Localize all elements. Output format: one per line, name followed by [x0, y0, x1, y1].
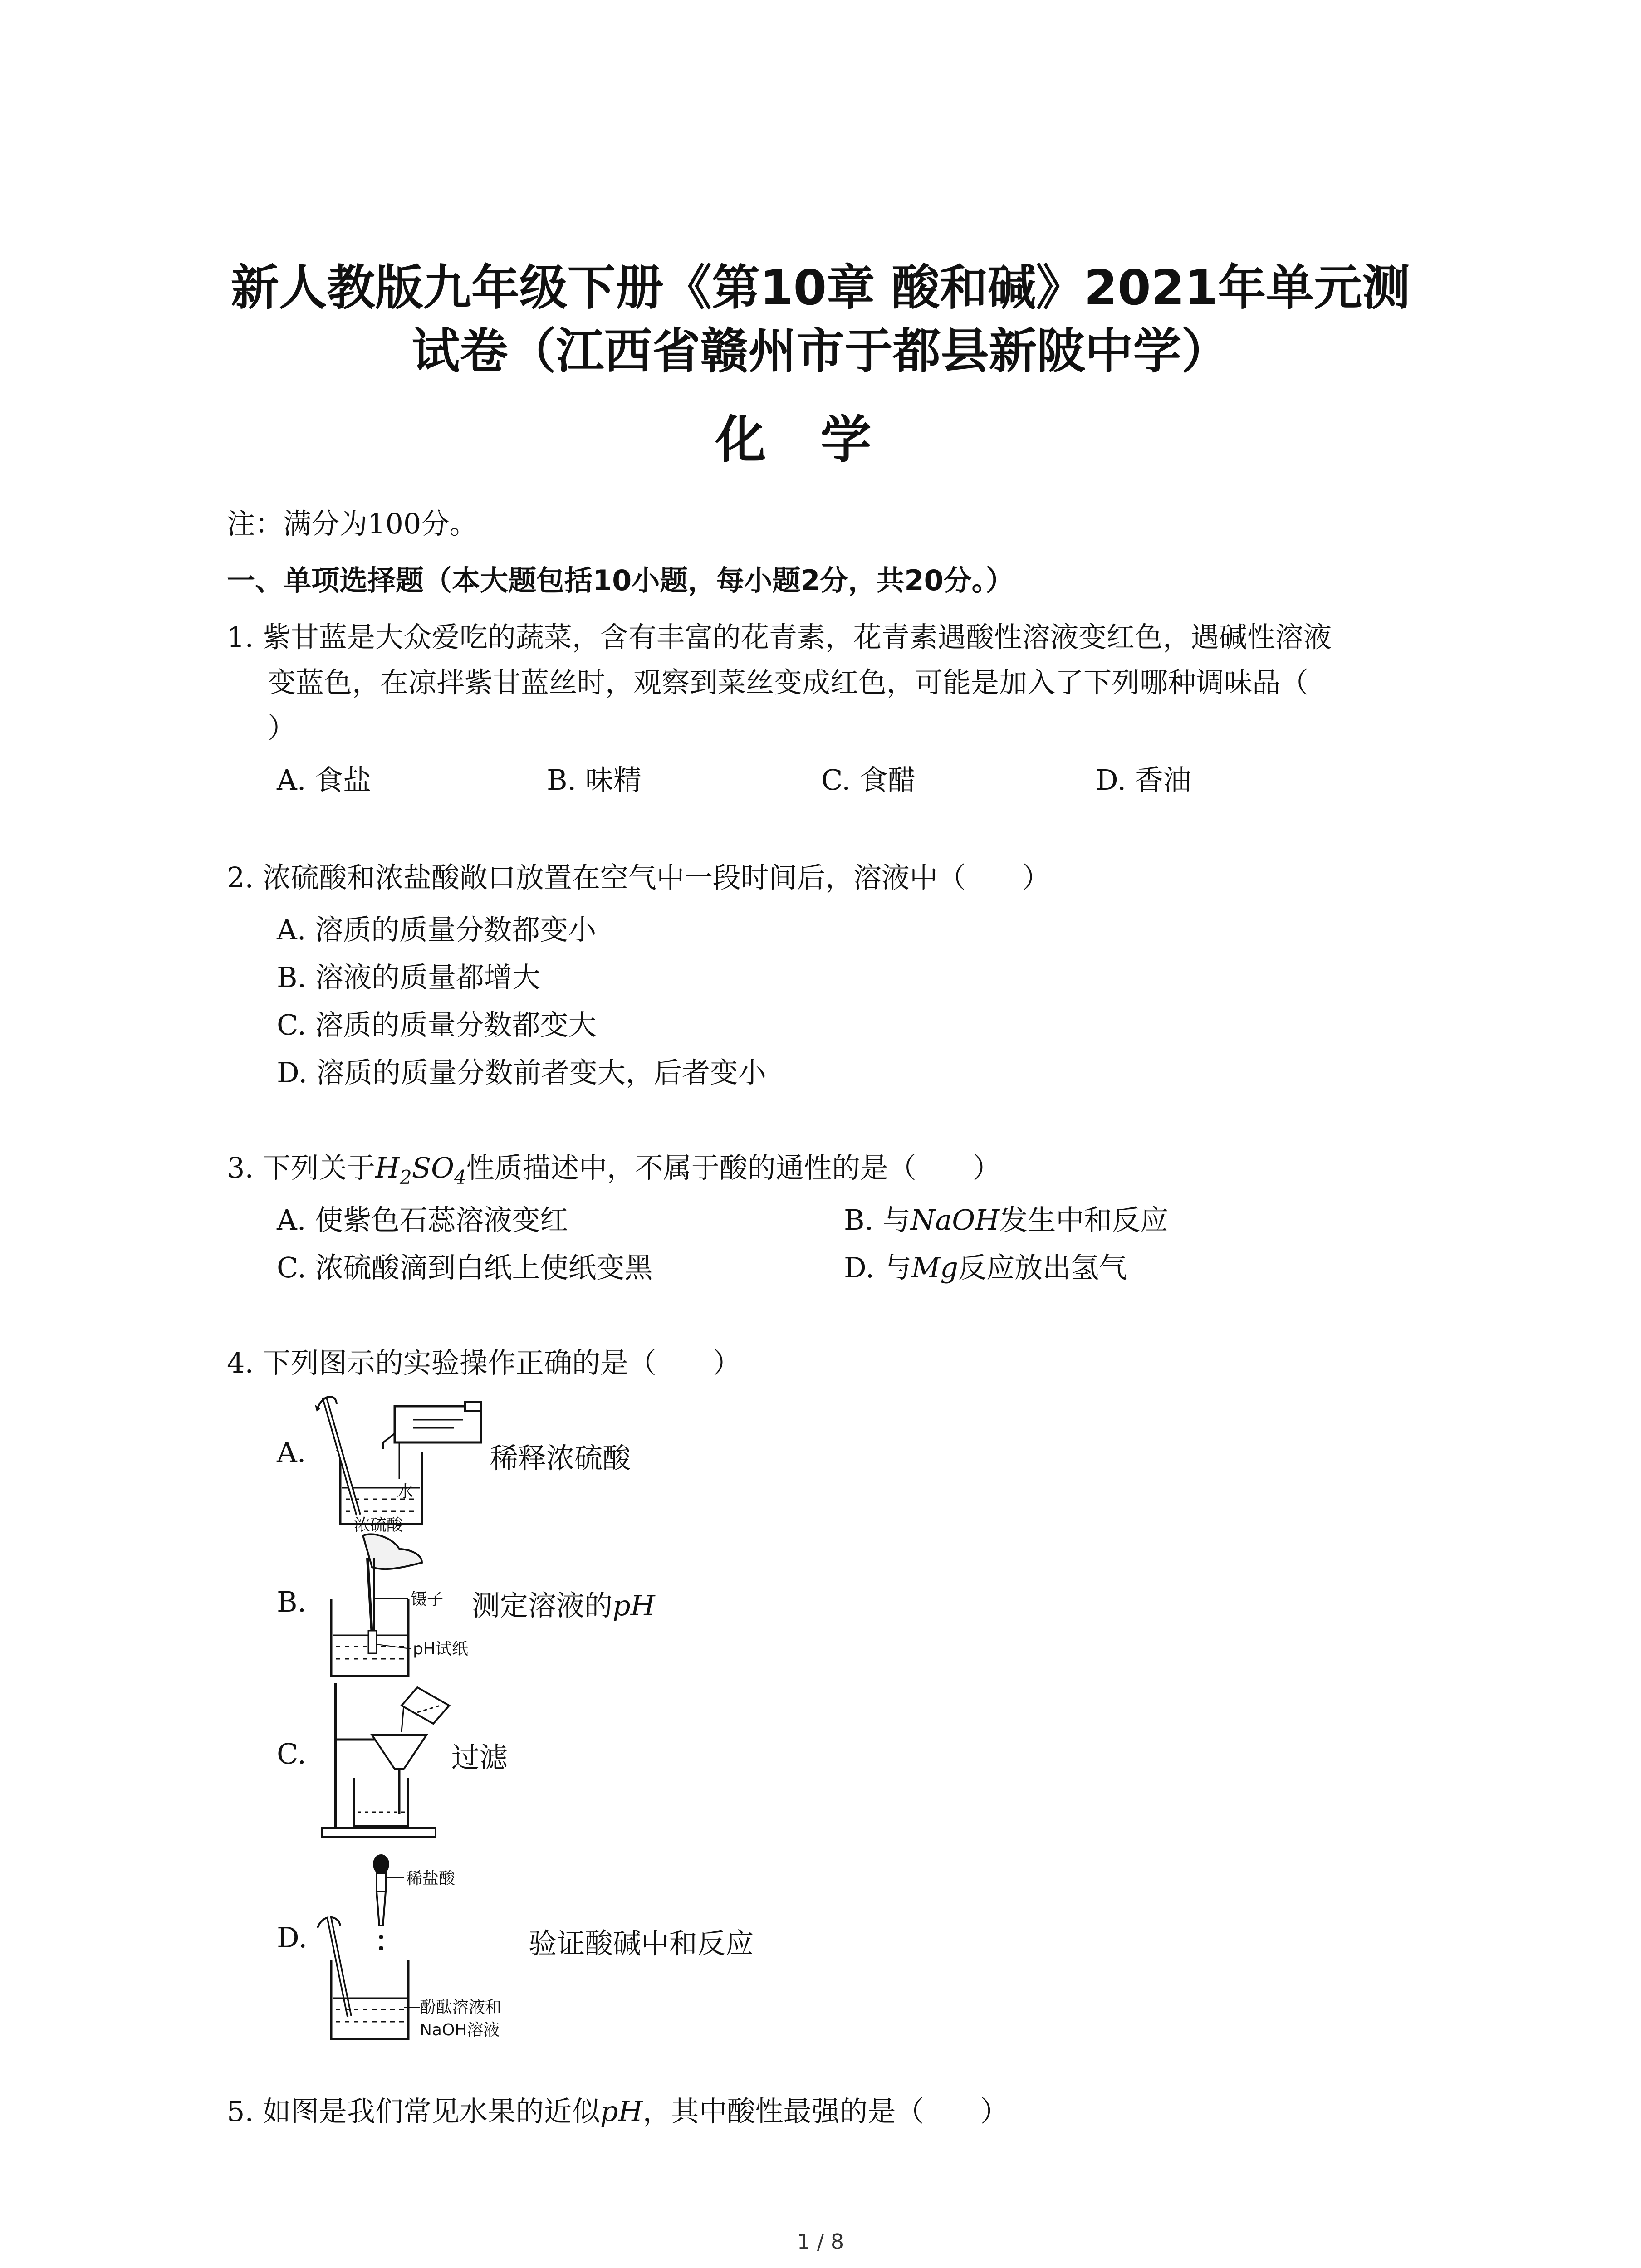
q1-option-d: D. 香油 — [1096, 763, 1191, 797]
q2-stem: 2. 浓硫酸和浓盐酸敞口放置在空气中一段时间后，溶液中（ ） — [227, 861, 1050, 894]
q4-c-filtration-figure — [313, 1678, 467, 1842]
q4-b-caption-formula: pH — [612, 1589, 655, 1622]
q4-option-b-letter: B. — [277, 1585, 307, 1618]
document-title-line2: 试卷（江西省赣州市于都县新陂中学） — [411, 323, 1230, 379]
q3-option-b-prefix: B. 与 — [844, 1203, 911, 1237]
q3-stem — [227, 1145, 1001, 1200]
q1-stem-line1: 1. 紫甘蓝是大众爱吃的蔬菜，含有丰富的花青素，花青素遇酸性溶液变红色，遇碱性溶液 — [227, 621, 1332, 654]
q3-option-b-suffix: 发生中和反应 — [999, 1203, 1169, 1237]
q4-b-caption-text: 测定溶液的 — [472, 1589, 613, 1622]
q5-stem-suffix: ，其中酸性最强的是（ ） — [642, 2095, 1009, 2128]
q3-formula-sub4: 4 — [454, 1166, 466, 1188]
q4-b-paper-label: pH试纸 — [413, 1640, 468, 1658]
q4-option-a-caption: 稀释浓硫酸 — [490, 1442, 631, 1475]
q5-stem-formula: pH — [600, 2095, 643, 2128]
q1-option-b: B. 味精 — [547, 763, 642, 797]
q5-stem — [227, 2089, 1009, 2134]
q4-a-dilution-figure — [309, 1388, 499, 1533]
subject-heading: 化学 — [715, 411, 926, 469]
q4-option-d-letter: D. — [277, 1921, 308, 1954]
q3-stem-prefix: 3. 下列关于 — [227, 1151, 375, 1184]
document-title-line1: 新人教版九年级下册《第10章 酸和碱》2021年单元测 — [230, 260, 1411, 316]
q4-b-tweezer-label: 镊子 — [411, 1590, 444, 1609]
score-note: 注：满分为100分。 — [227, 507, 478, 540]
section-heading-single-choice: 一、单项选择题（本大题包括10小题，每小题2分，共20分。） — [227, 564, 1014, 597]
q4-option-c-letter: C. — [277, 1737, 306, 1770]
q3-option-d-formula: Mg — [911, 1251, 959, 1284]
q4-option-c-caption: 过滤 — [451, 1741, 508, 1774]
q2-option-a: A. 溶质的质量分数都变小 — [277, 913, 597, 946]
q3-option-d — [844, 1245, 1127, 1286]
q1-stem-line2: 变蓝色，在凉拌紫甘蓝丝时，观察到菜丝变成红色，可能是加入了下列哪种调味品（ — [268, 666, 1309, 699]
q3-formula-sub2: 2 — [399, 1166, 412, 1188]
q4-d-solution-label-2: NaOH溶液 — [420, 2021, 500, 2039]
q3-stem-suffix: 性质描述中，不属于酸的通性的是（ ） — [466, 1151, 1001, 1184]
q2-option-c: C. 溶质的质量分数都变大 — [277, 1008, 597, 1041]
page-number: 1 / 8 — [797, 2229, 844, 2254]
q2-option-b: B. 溶液的质量都增大 — [277, 961, 540, 994]
q3-option-d-suffix: 反应放出氢气 — [958, 1251, 1127, 1284]
q1-stem-line3: ） — [268, 711, 296, 744]
q4-option-d-caption: 验证酸碱中和反应 — [529, 1927, 754, 1960]
q2-option-d: D. 溶质的质量分数前者变大，后者变小 — [277, 1056, 766, 1089]
q4-d-neutralization-figure — [313, 1853, 504, 2043]
q3-formula-h: H — [375, 1151, 400, 1184]
q3-option-b-formula: NaOH — [910, 1203, 1000, 1237]
q3-option-c: C. 浓硫酸滴到白纸上使纸变黑 — [277, 1251, 653, 1284]
q4-option-b-caption — [472, 1583, 655, 1623]
q4-d-solution-label-1: 酚酞溶液和 — [420, 1998, 502, 2017]
q3-option-d-prefix: D. 与 — [844, 1251, 911, 1284]
q1-option-c: C. 食醋 — [821, 763, 916, 797]
q3-option-a: A. 使紫色石蕊溶液变红 — [277, 1203, 568, 1237]
q5-stem-prefix: 5. 如图是我们常见水果的近似 — [227, 2095, 600, 2128]
q1-option-a: A. 食盐 — [277, 763, 372, 797]
q3-option-b — [844, 1198, 1168, 1238]
q4-a-water-label: 水 — [397, 1482, 414, 1501]
q4-option-a-letter: A. — [277, 1436, 306, 1469]
q4-d-hcl-label: 稀盐酸 — [406, 1869, 456, 1888]
q4-a-acid-label: 浓硫酸 — [354, 1516, 403, 1533]
q4-stem: 4. 下列图示的实验操作正确的是（ ） — [227, 1346, 741, 1379]
q3-formula-so: SO — [411, 1151, 454, 1184]
